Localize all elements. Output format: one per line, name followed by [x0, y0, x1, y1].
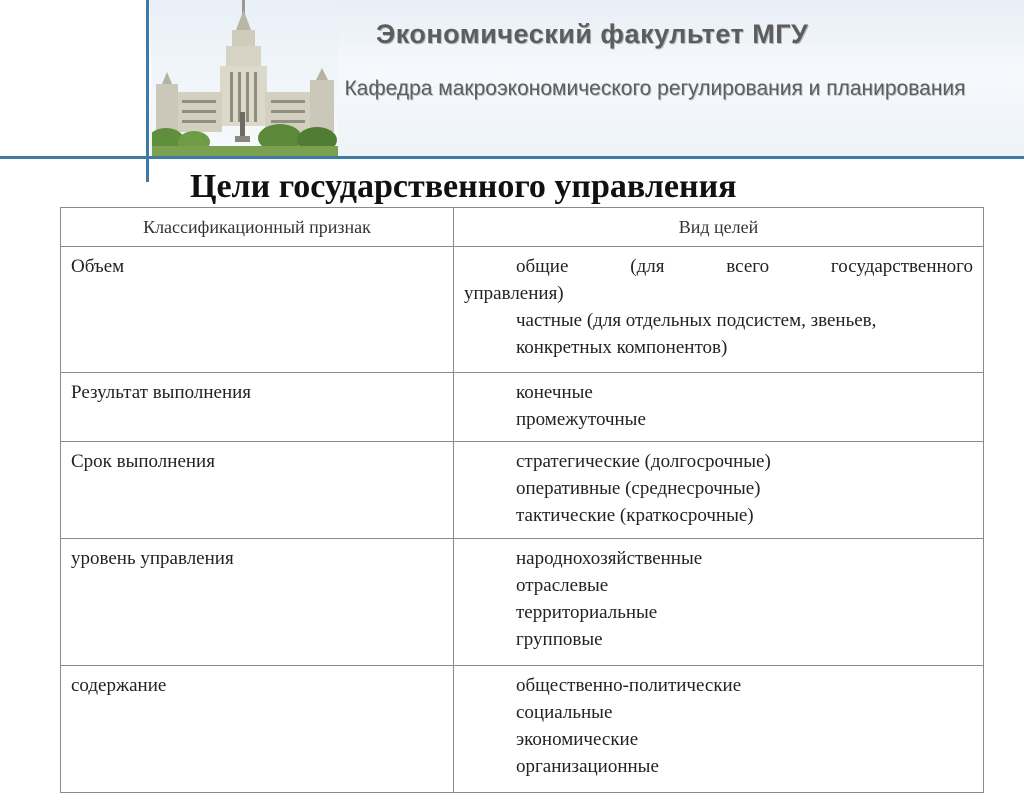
table-row — [61, 666, 984, 793]
table-row — [61, 539, 984, 666]
goal-type: групповые — [516, 629, 603, 650]
goal-type: конечные — [516, 382, 593, 403]
column-header-goal-types: Вид целей — [454, 208, 984, 247]
criterion-cell: содержание — [61, 666, 454, 793]
goal-type: промежуточные — [516, 409, 646, 430]
vertical-accent-line — [146, 0, 149, 182]
horizontal-accent-line — [0, 156, 1024, 159]
goal-types-cell — [454, 666, 984, 793]
goal-types-cell — [454, 373, 984, 442]
table-row — [61, 373, 984, 442]
goal-type: конкретных компонентов) — [516, 337, 728, 358]
department-title: Кафедра макроэкономического регулирования и планирования — [344, 77, 966, 100]
goal-types-cell — [454, 539, 984, 666]
goal-type: социальные — [516, 702, 613, 723]
goal-type: оперативные (среднесрочные) — [516, 478, 761, 499]
table-row — [61, 247, 984, 373]
criterion-cell: уровень управления — [61, 539, 454, 666]
goal-type: общие (для всего государственного — [516, 256, 973, 277]
goal-type: народнохозяйственные — [516, 548, 703, 569]
goal-type: частные (для отдельных подсистем, звеньев, — [516, 310, 877, 331]
goal-type: территориальные — [516, 602, 658, 623]
goal-type: организационные — [516, 756, 659, 777]
faculty-title: Экономический факультет МГУ — [376, 19, 809, 49]
goal-types-cell — [454, 247, 984, 373]
table-header-row — [61, 208, 984, 247]
table-row — [61, 442, 984, 539]
goal-type: отраслевые — [516, 575, 609, 596]
page-title: Цели государственного управления — [190, 168, 737, 205]
goal-types-cell — [454, 442, 984, 539]
goal-type: управления) — [464, 283, 564, 304]
goals-table — [60, 207, 984, 793]
criterion-cell: Результат выполнения — [61, 373, 454, 442]
msu-building-image — [152, 0, 338, 156]
column-header-criterion: Классификационный признак — [61, 208, 454, 247]
goal-type: стратегические (долгосрочные) — [516, 451, 771, 472]
criterion-cell: Объем — [61, 247, 454, 373]
goal-type: общественно-политические — [516, 675, 742, 696]
criterion-cell: Срок выполнения — [61, 442, 454, 539]
goal-type: экономические — [516, 729, 639, 750]
goal-type: тактические (краткосрочные) — [516, 505, 754, 526]
